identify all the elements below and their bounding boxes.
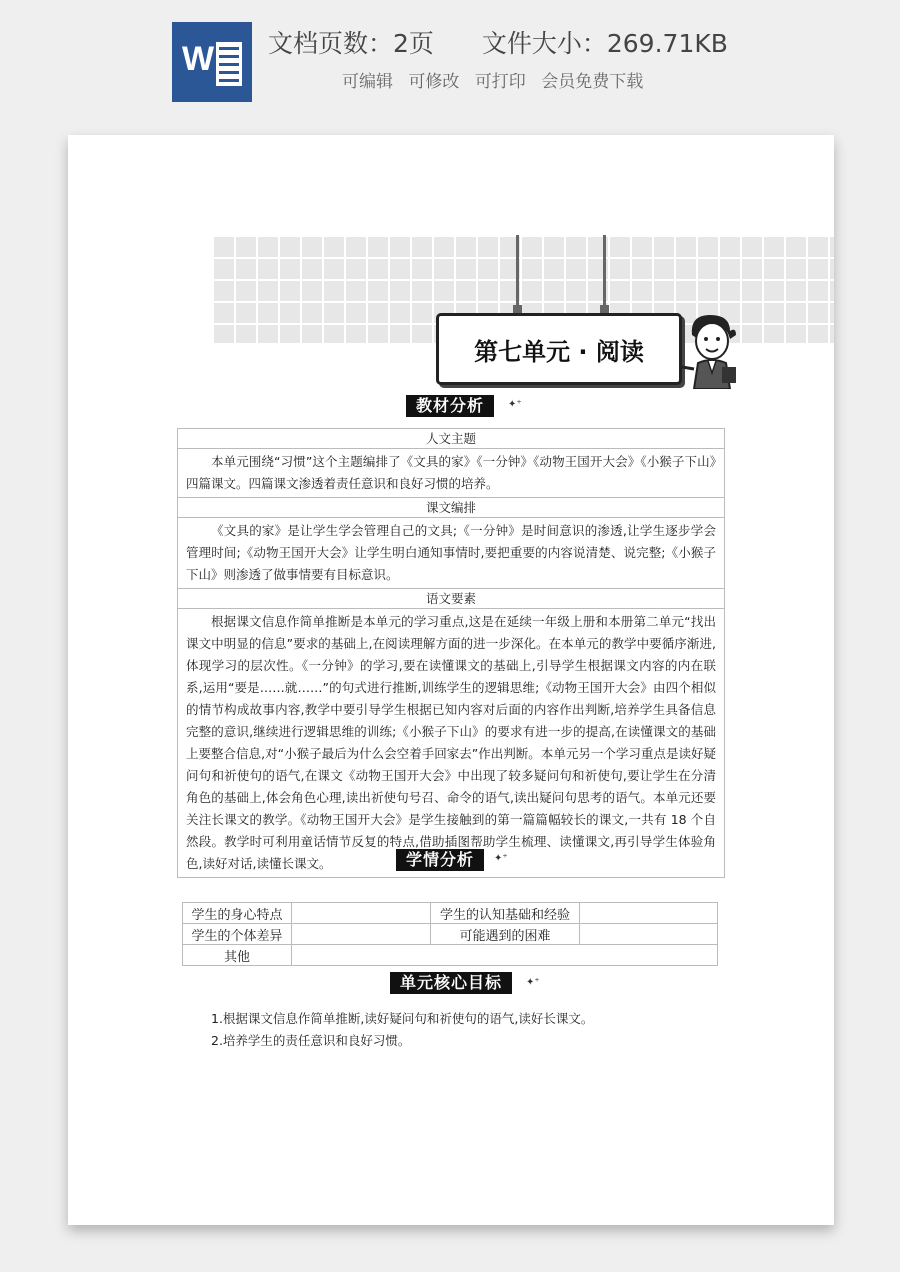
unit-title: 第七单元 · 阅读 xyxy=(474,337,644,366)
sparkle-icon: ✦⁺ xyxy=(526,977,540,988)
analysis-heading-arrangement: 课文编排 xyxy=(178,498,724,518)
list-item: 1.根据课文信息作简单推断,读好疑问句和祈使句的语气,读好长课文。 xyxy=(211,1011,594,1026)
teacher-mascot-icon xyxy=(676,309,746,389)
file-size: 文件大小：269.71KB xyxy=(481,29,728,58)
unit-title-banner xyxy=(436,313,682,385)
analysis-body-arrangement: 《文具的家》是让学生学会管理自己的文具;《一分钟》是时间意识的渗透,让学生逐步学会管理时间;《动物王国开大会》让学生明白通知事情时,要把重要的内容说清楚、说完整;《小猴子下山》则渗透了做事情要有目标意识。 xyxy=(178,518,724,589)
analysis-heading-theme: 人文主题 xyxy=(178,429,724,449)
document-stats xyxy=(268,24,768,60)
analysis-body-theme: 本单元围绕“习惯”这个主题编排了《文具的家》《一分钟》《动物王国开大会》《小猴子下山》四篇课文。四篇课文渗透着责任意识和良好习惯的培养。 xyxy=(178,449,724,498)
textbook-analysis-table xyxy=(177,428,725,878)
sparkle-icon: ✦⁺ xyxy=(494,853,508,864)
feature-editable: 可编辑 xyxy=(342,72,393,92)
feature-member-download: 会员免费下载 xyxy=(541,72,644,92)
sparkle-icon: ✦⁺ xyxy=(508,399,522,410)
section-label-analysis: 教材分析 xyxy=(406,395,494,417)
banner-rope-left xyxy=(516,235,519,307)
analysis-body-elements: 根据课文信息作简单推断是本单元的学习重点,这是在延续一年级上册和本册第二单元“找出课文中明显的信息”要求的基础上,在阅读理解方面的进一步深化。在本单元的教学中要循序渐进,体现学习的层次性。《一分钟》的学习,要在读懂课文的基础上,引导学生根据课文内容的内在联系,运用“要是……就……”的句式进行推断,训练学生的逻辑思维;《动物王国开大会》由四个相似的情节构成故事内容,教学中要引导学生根据已知内容对后面的内容作出判断,培养学生具备信息完整的意识,继续进行逻辑思维的训练;《小猴子下山》的要求有进一步的提高,在读懂课文的基础上要整合信息,对“小猴子最后为什么会空着手回家去”作出判断。本单元另一个学习重点是读好疑问句和祈使句的语气,在课文《动物王国开大会》中出现了较多疑问句和祈使句,要让学生在分清角色的基础上,体会角色心理,读出祈使句号召、命令的语气,读出疑问句思考的语气。本单元还要关注长课文的教学。《动物王国开大会》是学生接触到的第一篇篇幅较长的课文,一共有 18 个自然段。教学时可利用童话情节反复的特点,借助插图帮助学生梳理、读懂课文,再引导学生体验角色,读好对话,读懂长课文。 xyxy=(186,614,716,871)
table-row: 其他 xyxy=(183,945,718,966)
student-analysis-table xyxy=(182,902,718,966)
table-row: 学生的个体差异 可能遇到的困难 xyxy=(183,924,718,945)
feature-printable: 可打印 xyxy=(474,72,526,92)
document-features xyxy=(342,67,653,92)
page-count: 文档页数：2页 xyxy=(268,29,434,58)
word-document-icon: W xyxy=(172,22,252,102)
table-row: 学生的身心特点 学生的认知基础和经验 xyxy=(183,903,718,924)
list-item: 2.培养学生的责任意识和良好习惯。 xyxy=(211,1033,411,1048)
feature-modifiable: 可修改 xyxy=(408,72,460,92)
section-label-goals: 单元核心目标 xyxy=(390,972,512,994)
document-page xyxy=(68,135,834,1225)
section-label-student: 学情分析 xyxy=(396,849,484,871)
banner-rope-right xyxy=(603,235,606,307)
analysis-heading-elements: 语文要素 xyxy=(178,589,724,609)
download-header xyxy=(0,0,900,120)
unit-goals-list xyxy=(211,1008,593,1052)
